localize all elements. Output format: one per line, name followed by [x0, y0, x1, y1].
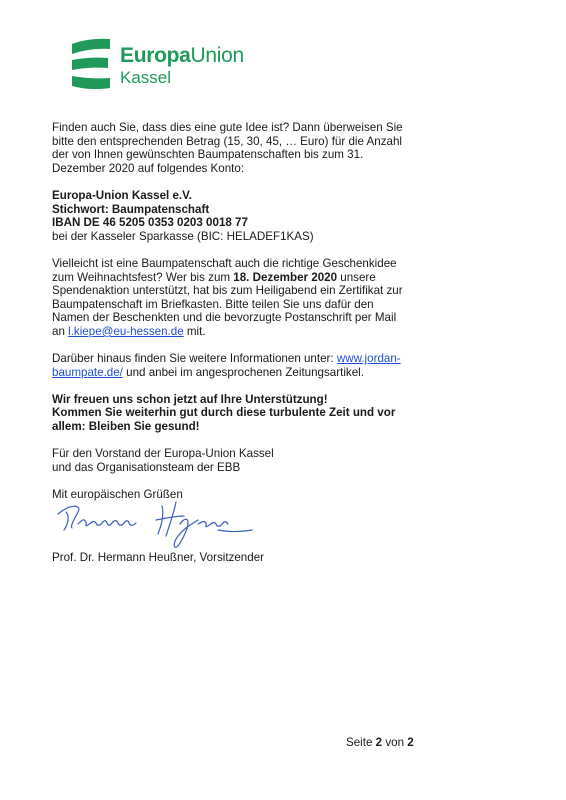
payment-reference: Stichwort: Baumpatenschaft: [52, 202, 210, 216]
email-link[interactable]: l.kiepe@eu-hessen.de: [68, 324, 184, 338]
website-link[interactable]: www.jordan-baumpate.de/: [52, 352, 401, 379]
bank-account-block: [52, 189, 412, 243]
logo-city: Kassel: [120, 68, 172, 87]
closing-statement: Wir freuen uns schon jetzt auf Ihre Unterstützung! Kommen Sie weiterhin gut durch diese turbulente Zeit und vor allem: Bleiben Sie gesund!: [52, 392, 396, 434]
total-pages: 2: [407, 736, 414, 749]
account-holder: Europa-Union Kassel e.V.: [52, 188, 193, 202]
europa-union-emblem-icon: [68, 38, 114, 92]
page-number: Seite 2 von 2: [346, 736, 414, 749]
signer-name: Prof. Dr. Hermann Heußner, Vorsitzender: [52, 551, 264, 564]
greeting: Mit europäischen Grüßen: [52, 488, 183, 502]
letter-body: [52, 121, 412, 515]
transfer-paragraph: Finden auch Sie, dass dies eine gute Idee ist? Dann überweisen Sie bitte den entsprechenden Betrag (15, 30, 45, … Euro) für die Anzahl der von Ihnen gewünschten Baumpatenschaften bis zum 31. Dezember 2020 auf folgendes Konto:: [52, 121, 403, 175]
gift-paragraph: Vielleicht ist eine Baumpatenschaft auch die richtige Geschenkidee zum Weihnachtsfest? Wer bis zum 18. Dezember 2020 unsere Spendenaktion unterstützt, hat bis zum Heiligabend ein Zertifikat zur Baumpatenschaft im Briefkasten. Bitte teilen Sie uns dafür den Namen der Beschenkten und die bevorzugte Postanschrift per Mail an l.kiepe@eu-hessen.de mit.: [52, 256, 403, 338]
iban: IBAN DE 46 5205 0353 0203 0018 77: [52, 216, 248, 230]
sender-block: Für den Vorstand der Europa-Union Kassel und das Organisationsteam der EBB: [52, 447, 274, 474]
europa-union-logo: [68, 38, 268, 94]
bank-name: bei der Kasseler Sparkasse (BIC: HELADEF1KAS): [52, 229, 314, 243]
current-page: 2: [375, 736, 383, 749]
gift-deadline: 18. Dezember 2020: [233, 270, 338, 284]
info-paragraph: Darüber hinaus finden Sie weitere Informationen unter: www.jordan-baumpate.de/ und anbei im angesprochenen Zeitungsartikel.: [52, 352, 401, 379]
handwritten-signature: [52, 490, 270, 550]
logo-wordmark: EuropaUnion: [120, 44, 244, 67]
